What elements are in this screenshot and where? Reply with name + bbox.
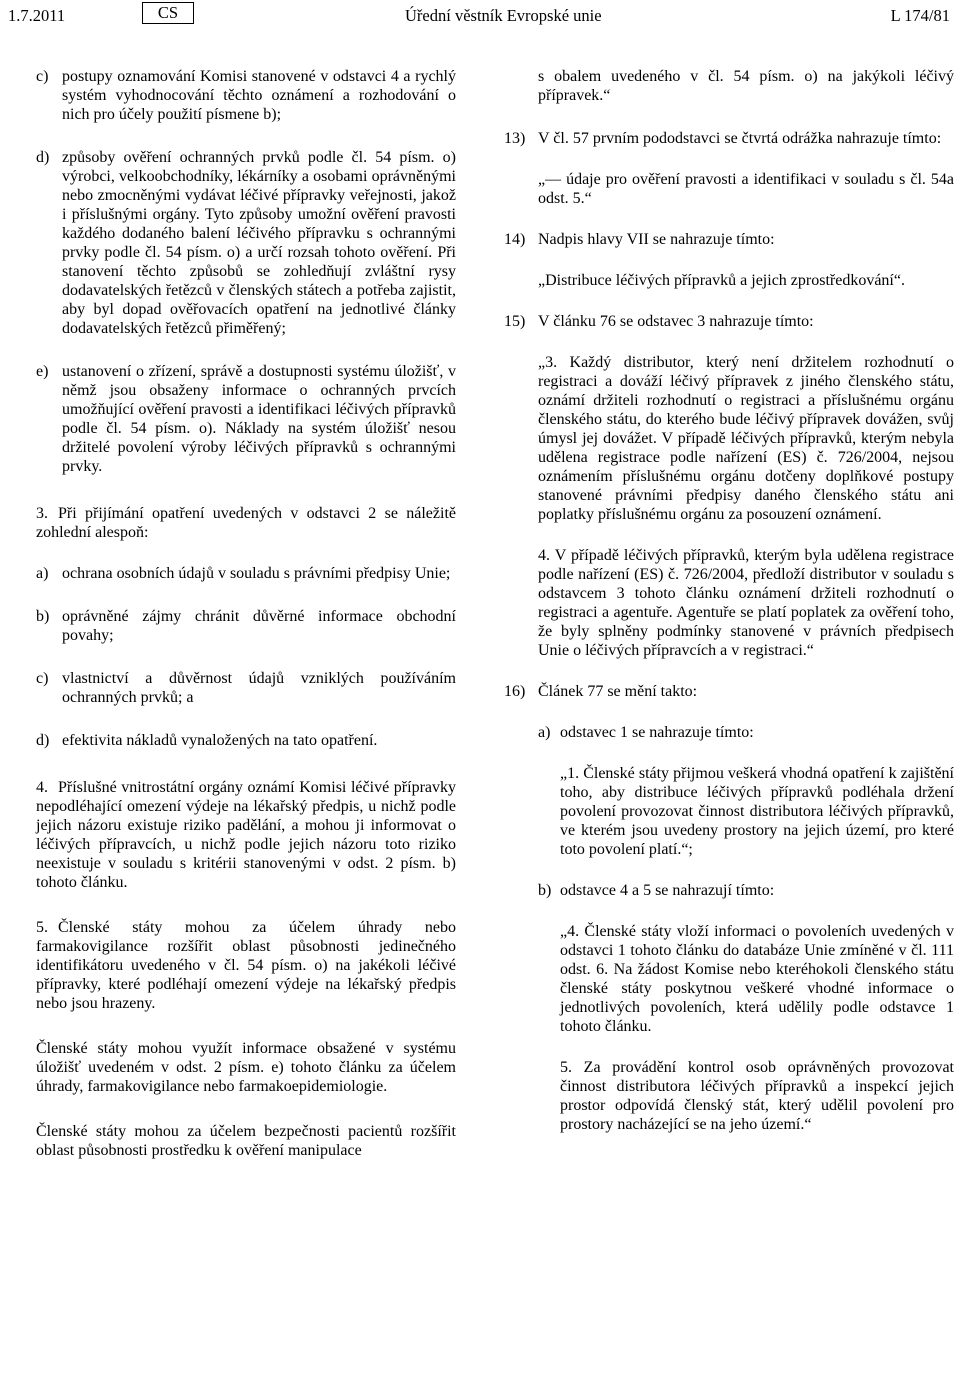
item-label: d) <box>36 732 50 749</box>
amendment-14 <box>504 230 954 249</box>
list-item-d <box>36 148 456 338</box>
item-text: vlastnictví a důvěrnost údajů vzniklých používáním ochranných prvků; a <box>62 670 456 706</box>
item-label: 14) <box>504 231 526 248</box>
item-text: Nadpis hlavy VII se nahrazuje tímto: <box>538 231 775 248</box>
amendment-15 <box>504 312 954 331</box>
item-label: e) <box>36 363 49 380</box>
page-header <box>8 2 958 30</box>
item-text: oprávněné zájmy chránit důvěrné informace obchodní povahy; <box>62 608 456 644</box>
item-text: V čl. 57 prvním pododstavci se čtvrtá odrážka nahrazuje tímto: <box>538 130 942 147</box>
paragraph-number: 4. <box>36 779 48 796</box>
item-label: d) <box>36 149 50 166</box>
amendment-16b <box>538 881 954 900</box>
paragraph-3 <box>36 504 456 542</box>
item-label: 13) <box>504 130 526 147</box>
amendment-13-quote: „— údaje pro ověření pravosti a identifikaci v souladu s čl. 54a odst. 5.“ <box>538 171 954 207</box>
continued-text: s obalem uvedeného v čl. 54 písm. o) na jakýkoli léčivý přípravek.“ <box>538 68 954 104</box>
item-label: 16) <box>504 683 526 700</box>
paragraph-number: 3. <box>36 505 48 522</box>
page-number: L 174/81 <box>890 6 950 25</box>
journal-title: Úřední věstník Evropské unie <box>405 6 602 25</box>
item-label: b) <box>538 882 552 899</box>
item-label: c) <box>36 670 49 687</box>
item-label: b) <box>36 608 50 625</box>
amendment-13 <box>504 129 954 148</box>
list-item-3c <box>36 669 456 707</box>
amendment-15-paragraph-4: 4. V případě léčivých přípravků, kterým byla udělena registrace podle nařízení (ES) č. 726/2004, předloží distributor v souladu s odstavcem 3 tohoto článku oznámení držiteli rozhodnutí o registraci a agentuře. Agentuře se platí poplatek za ověření toho, že byly splněny podmínky stanovené v právních předpisech Unie o léčivých přípravcích a v registraci.“ <box>538 547 954 659</box>
amendment-16b-paragraph-4: „4. Členské státy vloží informaci o povoleních uvedených v odstavci 1 tohoto článku do databáze Unie zmíněné v čl. 111 odst. 6. Na žádost Komise nebo kteréhokoli členského státu členské státy poskytnou veškeré vhodné informace o jednotlivých povoleních, která udělily podle odstavce 1 tohoto článku. <box>560 923 954 1035</box>
item-text: efektivita nákladů vynaložených na tato opatření. <box>62 732 378 749</box>
language-code-box: CS <box>142 2 194 24</box>
amendment-16b-paragraph-5: 5. Za provádění kontrol osob oprávněných provozovat činnost distributora léčivých přípravků a inspekcí jejich prostor odpovídá členský stát, který udělil povolení pro prostory nacházející se na jeho území.“ <box>560 1059 954 1133</box>
item-text: ustanovení o zřízení, správě a dostupnosti systému úložišť, v němž jsou obsaženy informace o ochranných prvcích umožňující ověření pravosti a identifikaci léčivých přípravků podle čl. 54 písm. o). Náklady na systém úložišť nesou držitelé povolení výroby léčivých přípravků s ochrannými prvky. <box>62 363 456 475</box>
item-text: odstavec 1 se nahrazuje tímto: <box>560 724 754 741</box>
item-label: c) <box>36 68 49 85</box>
paragraph-text: Příslušné vnitrostátní orgány oznámí Komisi léčivé přípravky nepodléhající omezení výdeje na lékařský předpis, u nichž podle jejich názoru existuje riziko padělání, a mohou ji informovat o léčivých přípravcích, u nichž podle jejich názoru toto riziko neexistuje v souladu s kritérii stanovenými v odst. 2 písm. b) tohoto článku. <box>36 779 456 891</box>
paragraph-6: Členské státy mohou využít informace obsažené v systému úložišť uvedeném v odst. 2 písm. e) tohoto článku za účelem úhrady, farmakovigilance nebo farmakoepidemiologie. <box>36 1040 456 1095</box>
list-item-3b <box>36 607 456 645</box>
publication-date: 1.7.2011 <box>8 6 66 25</box>
item-text: postupy oznamování Komisi stanovené v odstavci 4 a rychlý systém vyhodnocování těchto oznámení a rozhodování o nich pro účely použití písmene b); <box>62 68 456 123</box>
amendment-16a <box>538 723 954 742</box>
right-column <box>504 67 954 1156</box>
item-text: ochrana osobních údajů v souladu s právními předpisy Unie; <box>62 565 451 582</box>
paragraph-text: Při přijímání opatření uvedených v odstavci 2 se náležitě zohlední alespoň: <box>36 505 456 541</box>
paragraph-text: Členské státy mohou za účelem úhrady nebo farmakovigilance rozšířit oblast působnosti jedinečného identifikátoru uvedeného v čl. 54 písm. o) na jakékoli léčivé přípravky, které podléhají omezení výdeje na lékařský předpis nebo jsou hrazeny. <box>36 919 456 1012</box>
amendment-16a-quote: „1. Členské státy přijmou veškerá vhodná opatření k zajištění toho, aby distribuce léčivých přípravků podléhala držení povolení provozovat činnost distributora léčivých přípravků, ve kterém jsou uvedeny prostory na jejich území, pro které toto povolení platí.“; <box>560 765 954 858</box>
list-item-3d <box>36 731 456 750</box>
item-text: odstavce 4 a 5 se nahrazují tímto: <box>560 882 775 899</box>
paragraph-5 <box>36 918 456 1013</box>
paragraph-number: 5. <box>36 919 48 936</box>
left-column <box>36 67 456 1186</box>
paragraph-7: Členské státy mohou za účelem bezpečnosti pacientů rozšířit oblast působnosti prostředku k ověření manipulace <box>36 1123 456 1159</box>
paragraph-4 <box>36 778 456 892</box>
amendment-15-paragraph-3: „3. Každý distributor, který není držitelem rozhodnutí o registraci a dováží léčivý přípravek z jiného členského státu, oznámí držiteli rozhodnutí o registraci a příslušnému orgánu členského státu, do kterého bude léčivý přípravek dovážen, svůj úmysl jej dovážet. V případě léčivých přípravků, kterým nebyla udělena registrace podle nařízení (ES) č. 726/2004, nejsou oznámením příslušnému orgánu dotčeny doplňkové postupy stanovené právními předpisy daného členského státu ani poplatky příslušnému orgánu za posouzení oznámení. <box>538 354 954 523</box>
list-item-e <box>36 362 456 476</box>
list-item-c <box>36 67 456 124</box>
item-text: způsoby ověření ochranných prvků podle čl. 54 písm. o) výrobci, velkoobchodníky, lékárníky a osobami oprávněnými nebo zmocněnými vydávat léčivé přípravky veřejnosti, jakož i příslušnými orgány. Tyto způsoby umožní ověření pravosti každého dodaného balení léčivého přípravku s ochrannými prvky podle čl. 54 písm. o) a určí rozsah tohoto ověření. Při stanovení těchto způsobů se zohledňují zvláštní rysy dodavatelských řetězců v členských státech a potřeba zajistit, aby byl dopad ověřovacích opatření na jednotlivé články dodavatelských řetězců přiměřený; <box>62 149 456 337</box>
item-text: V článku 76 se odstavec 3 nahrazuje tímto: <box>538 313 814 330</box>
item-text: Článek 77 se mění takto: <box>538 683 698 700</box>
amendment-14-quote: „Distribuce léčivých přípravků a jejich zprostředkování“. <box>538 272 905 289</box>
item-label: a) <box>538 724 551 741</box>
item-label: 15) <box>504 313 526 330</box>
list-item-3a <box>36 564 456 583</box>
amendment-16 <box>504 682 954 701</box>
item-label: a) <box>36 565 49 582</box>
